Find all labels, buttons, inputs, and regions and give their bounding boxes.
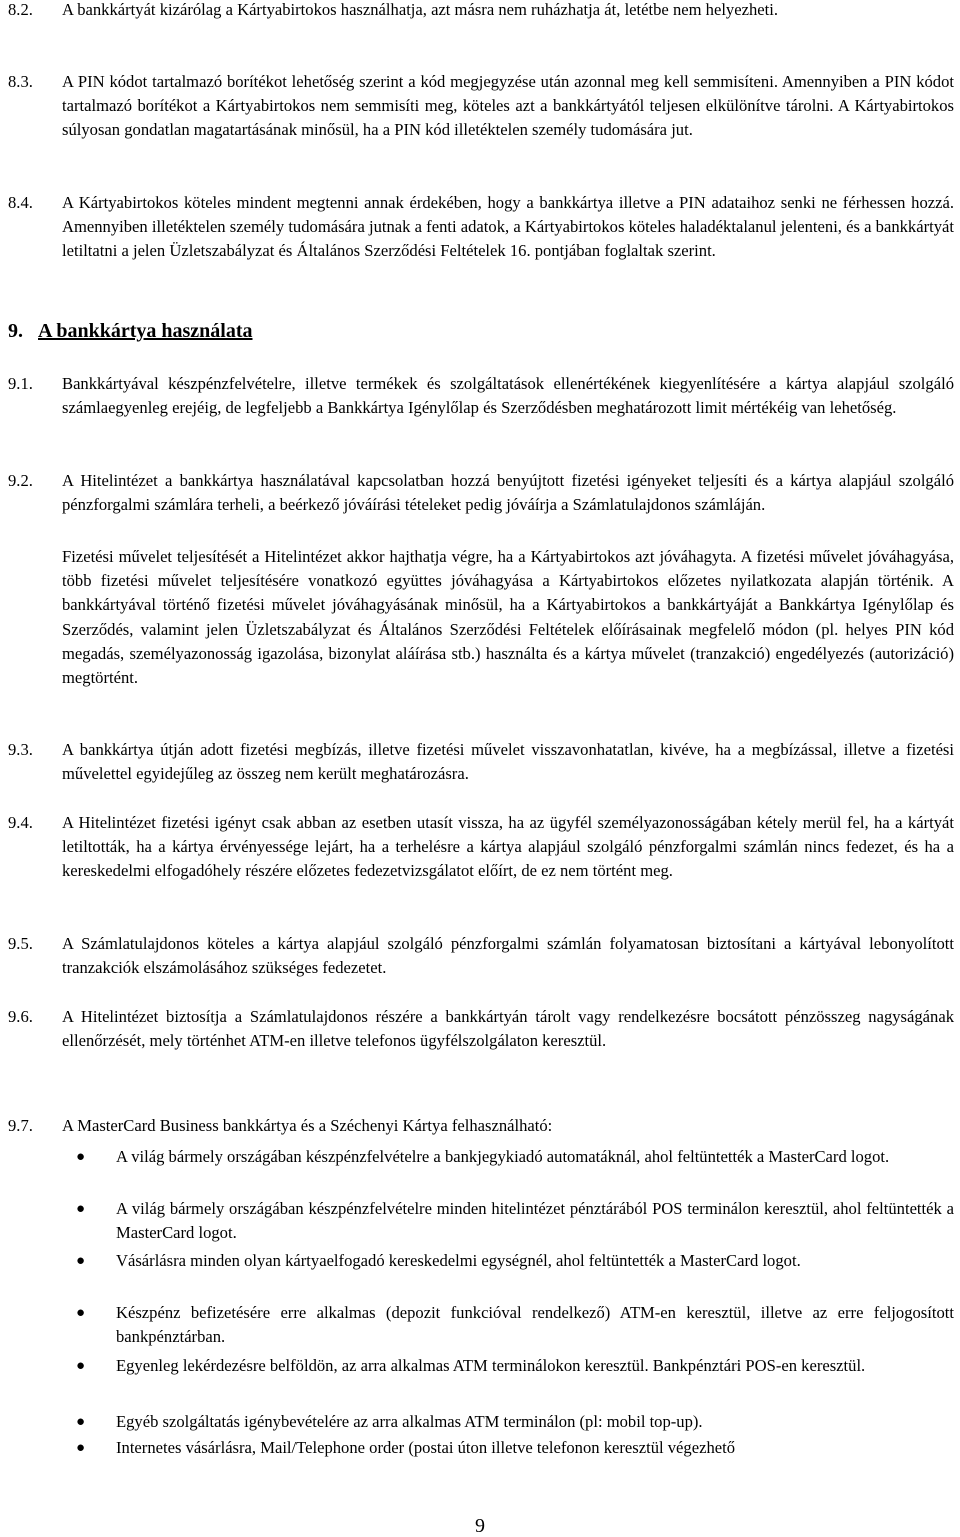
section-number: 9.5. (8, 934, 33, 953)
bullet-dot-icon: ● (76, 1149, 86, 1165)
section-heading-9 (8, 318, 253, 344)
section-9-4 (8, 811, 954, 884)
section-9-1 (8, 372, 954, 420)
section-number: 9.4. (8, 813, 33, 832)
bullet-item (62, 1249, 954, 1273)
bullet-item (62, 1301, 954, 1349)
section-8-3 (8, 70, 954, 143)
section-number: 8.3. (8, 72, 33, 91)
bullet-text: Egyéb szolgáltatás igénybevételére az arra alkalmas ATM terminálon (pl: mobil top-up). (116, 1412, 703, 1431)
bullet-dot-icon: ● (76, 1414, 86, 1430)
section-9-2-continued: Fizetési művelet teljesítését a Hitelintézet akkor hajthatja végre, ha a Kártyabirtokos azt jóváhagyta. A fizetési művelet jóváhagyása, több fizetési művelet teljesítésére vonatkozó együttes jóváhagyása a Kártyabirtokos előzetes nyilatkozata alapján történik. A bankkártyával történő fizetési művelet jóváhagyásának minősül, ha a Kártyabirtokos a bankkártyáját a Bankkártya Igénylőlap és Szerződés, valamint jelen Üzletszabályzat és Általános Szerződési Feltételek előírásainak megfelelő módon (pl. helyes PIN kód megadás, személyazonosság igazolása, bizonylat aláírása stb.) használta és a kártya művelet (tranzakció) engedélyezés (autorizáció) megtörtént. (62, 547, 954, 688)
bullet-dot-icon: ● (76, 1440, 86, 1456)
heading-title: A bankkártya használata (38, 320, 253, 342)
bullet-dot-icon: ● (76, 1253, 86, 1269)
section-number: 9.3. (8, 740, 33, 759)
bullet-item (62, 1410, 954, 1434)
section-9-2 (8, 469, 954, 517)
bullet-item (62, 1145, 954, 1169)
section-text: A Hitelintézet biztosítja a Számlatulajdonos részére a bankkártyán tárolt vagy rendelkezésre bocsátott pénzösszeg nagyságának ellenőrzését, mely történhet ATM-en illetve telefonos ügyfélszolgálaton keresztül. (62, 1007, 954, 1051)
section-number: 9.6. (8, 1007, 33, 1026)
section-text: A Számlatulajdonos köteles a kártya alapjául szolgáló pénzforgalmi számlán folyamatosan biztosítani a kártyával lebonyolított tranzakciók elszámolásához szükséges fedezetet. (62, 934, 954, 978)
section-text: A PIN kódot tartalmazó borítékot lehetőség szerint a kód megjegyzése után azonnal meg kell semmisíteni. Amennyiben a PIN kódot tartalmazó borítékot a Kártyabirtokos nem semmisíti meg, köteles azt a bankkártyától teljesen elkülönítve tárolni. A Kártyabirtokos súlyosan gondatlan magatartásának minősül, ha a PIN kód illetéktelen személy tudomására jut. (62, 72, 954, 140)
section-9-3 (8, 738, 954, 786)
section-text: A MasterCard Business bankkártya és a Széchenyi Kártya felhasználható: (62, 1116, 553, 1135)
bullet-dot-icon: ● (76, 1358, 86, 1374)
section-8-2 (8, 0, 954, 22)
section-8-4 (8, 191, 954, 264)
section-text: A Kártyabirtokos köteles mindent megtenni annak érdekében, hogy a bankkártya illetve a PIN adataihoz senki ne férhessen hozzá. Amennyiben illetéktelen személy tudomására jutnak a fenti adatok, a Kártyabirtokos köteles haladéktalanul jelenteni, és a bankkártyát letiltatni a jelen Üzletszabályzat és Általános Szerződési Feltételek 16. pontjában foglaltak szerint. (62, 193, 954, 261)
section-9-7 (8, 1114, 954, 1138)
section-9-6 (8, 1005, 954, 1053)
section-text: A bankkártya útján adott fizetési megbízás, illetve fizetési művelet visszavonhatatlan, kivéve, ha a megbízással, illetve a fizetési művelettel egyidejűleg az összeg nem került meghatározásra. (62, 740, 954, 784)
section-number: 9.7. (8, 1116, 33, 1135)
section-text: A bankkártyát kizárólag a Kártyabirtokos használhatja, azt másra nem ruházhatja át, letétbe nem helyezheti. (62, 0, 778, 19)
bullet-dot-icon: ● (76, 1201, 86, 1217)
bullet-text: Készpénz befizetésére erre alkalmas (depozit funkcióval rendelkező) ATM-en keresztül, illetve az erre feljogosított bankpénztárban. (116, 1303, 954, 1347)
bullet-text: A világ bármely országában készpénzfelvételre minden hitelintézet pénztárából POS terminálon keresztül, ahol feltüntették a MasterCard logot. (116, 1199, 954, 1243)
bullet-text: Internetes vásárlásra, Mail/Telephone order (postai úton illetve telefonon keresztül végezhető (116, 1438, 736, 1457)
heading-number: 9. (8, 320, 23, 342)
bullet-text: Vásárlásra minden olyan kártyaelfogadó kereskedelmi egységnél, ahol feltüntették a MasterCard logot. (116, 1251, 801, 1270)
bullet-item (62, 1436, 954, 1460)
bullet-text: A világ bármely országában készpénzfelvételre a bankjegykiadó automatáknál, ahol feltüntették a MasterCard logot. (116, 1147, 890, 1166)
section-text: A Hitelintézet a bankkártya használatával kapcsolatban hozzá benyújtott fizetési igényeket teljesíti és a kártya alapjául szolgáló pénzforgalmi számlára terheli, a beérkező jóváírási tételeket pedig jóváírja a Számlatulajdonos számláján. (62, 471, 954, 515)
section-number: 8.4. (8, 193, 33, 212)
page-number: 9 (475, 1515, 485, 1537)
section-number: 8.2. (8, 0, 33, 19)
bullet-item (62, 1354, 954, 1378)
section-text: A Hitelintézet fizetési igényt csak abban az esetben utasít vissza, ha az ügyfél személyazonosságában kétely merül fel, ha a kártyát letiltották, ha a kártya érvényessége lejárt, ha a terhelésre a kártya alapjául szolgáló pénzforgalmi számlán nincs fedezet, és ha a kereskedelmi elfogadóhely részére előzetes fedezetvizsgálatot előírt, de ez nem történt meg. (62, 813, 954, 881)
bullet-text: Egyenleg lekérdezésre belföldön, az arra alkalmas ATM terminálokon keresztül. Bankpénztári POS-en keresztül. (116, 1356, 866, 1375)
bullet-dot-icon: ● (76, 1305, 86, 1321)
section-number: 9.1. (8, 374, 33, 393)
section-9-5 (8, 932, 954, 980)
section-number: 9.2. (8, 471, 33, 490)
section-text: Bankkártyával készpénzfelvételre, illetve termékek és szolgáltatások ellenértékének kiegyenlítésére a kártya alapjául szolgáló számlaegyenleg erejéig, de legfeljebb a Bankkártya Igénylőlap és Szerződésben meghatározott limit mértékéig van lehetőség. (62, 374, 954, 418)
bullet-item (62, 1197, 954, 1245)
